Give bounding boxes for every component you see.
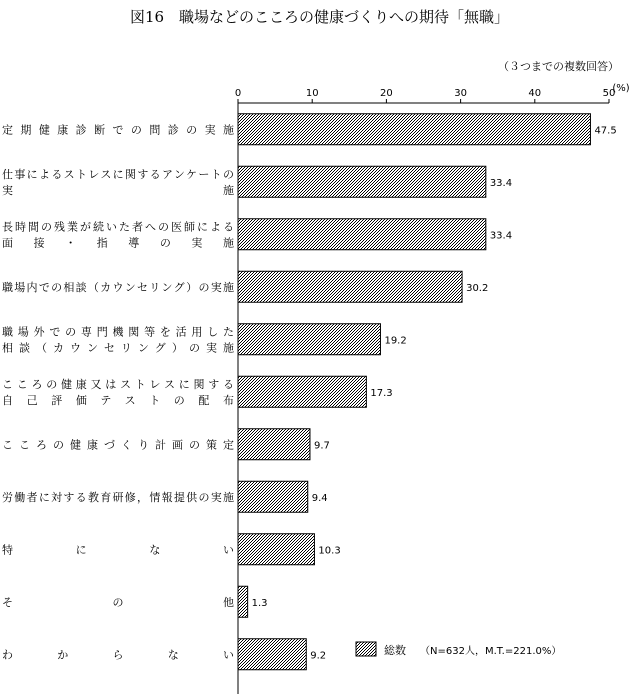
x-axis-unit: (%)	[612, 83, 630, 94]
category-label: 職場内での相談（カウンセリング）の実施	[2, 280, 234, 294]
x-tick-label: 20	[380, 88, 393, 99]
bar-value-label: 9.4	[311, 492, 328, 504]
bar-value-label: 9.2	[310, 650, 327, 662]
bar	[238, 271, 462, 302]
bar	[238, 534, 314, 565]
chart-note: （３つまでの複数回答）	[498, 60, 619, 73]
bar	[238, 219, 486, 250]
bar-value-label: 30.2	[466, 282, 489, 294]
x-tick-label: 40	[528, 88, 542, 99]
category-label: その他	[2, 595, 234, 609]
bar-value-label: 47.5	[594, 125, 617, 137]
x-tick-label: 50	[602, 88, 616, 99]
legend-detail: （N=632人，M.T.=221.0%）	[420, 646, 562, 657]
category-label: 特にない	[2, 543, 234, 557]
bar-value-label: 10.3	[318, 545, 341, 557]
bar	[238, 481, 308, 512]
bar	[238, 376, 366, 407]
x-tick-label: 0	[234, 88, 242, 99]
legend-label: 総数	[384, 644, 406, 657]
category-label: 仕事によるストレスに関するアンケートの	[2, 167, 234, 181]
category-label: 労働者に対する教育研修，情報提供の実施	[2, 490, 234, 504]
category-label: 定期健康診断での問診の実施	[2, 123, 234, 137]
category-label: こころの健康又はストレスに関する	[2, 377, 234, 391]
bar	[238, 429, 310, 460]
category-label: 面接・指導の実施	[2, 236, 234, 250]
bar-value-label: 1.3	[251, 597, 268, 609]
bar-value-label: 33.4	[489, 177, 513, 189]
bar-value-label: 9.7	[313, 440, 330, 452]
category-label: 長時間の残業が続いた者への医師による	[2, 220, 234, 234]
bar	[238, 166, 486, 197]
category-label: 職場外での専門機関等を活用した	[2, 325, 234, 339]
legend-swatch	[356, 642, 376, 656]
chart-title: 図16 職場などのこころの健康づくりへの期待「無職」	[129, 8, 510, 26]
bar	[238, 114, 590, 145]
category-label: 実施	[2, 183, 234, 197]
bar	[238, 586, 248, 617]
bar-value-label: 33.4	[489, 230, 513, 242]
category-label: 自己評価テストの配布	[2, 393, 234, 407]
category-label: 相談（カウンセリング）の実施	[2, 341, 234, 355]
x-tick-label: 30	[454, 88, 467, 99]
x-tick-label: 10	[305, 88, 319, 99]
bar-value-label: 19.2	[384, 335, 407, 347]
category-label: わからない	[2, 648, 234, 662]
bar-value-label: 17.3	[370, 387, 393, 399]
category-label: こころの健康づくり計画の策定	[2, 438, 234, 452]
bar	[238, 324, 380, 355]
bar	[238, 639, 306, 670]
